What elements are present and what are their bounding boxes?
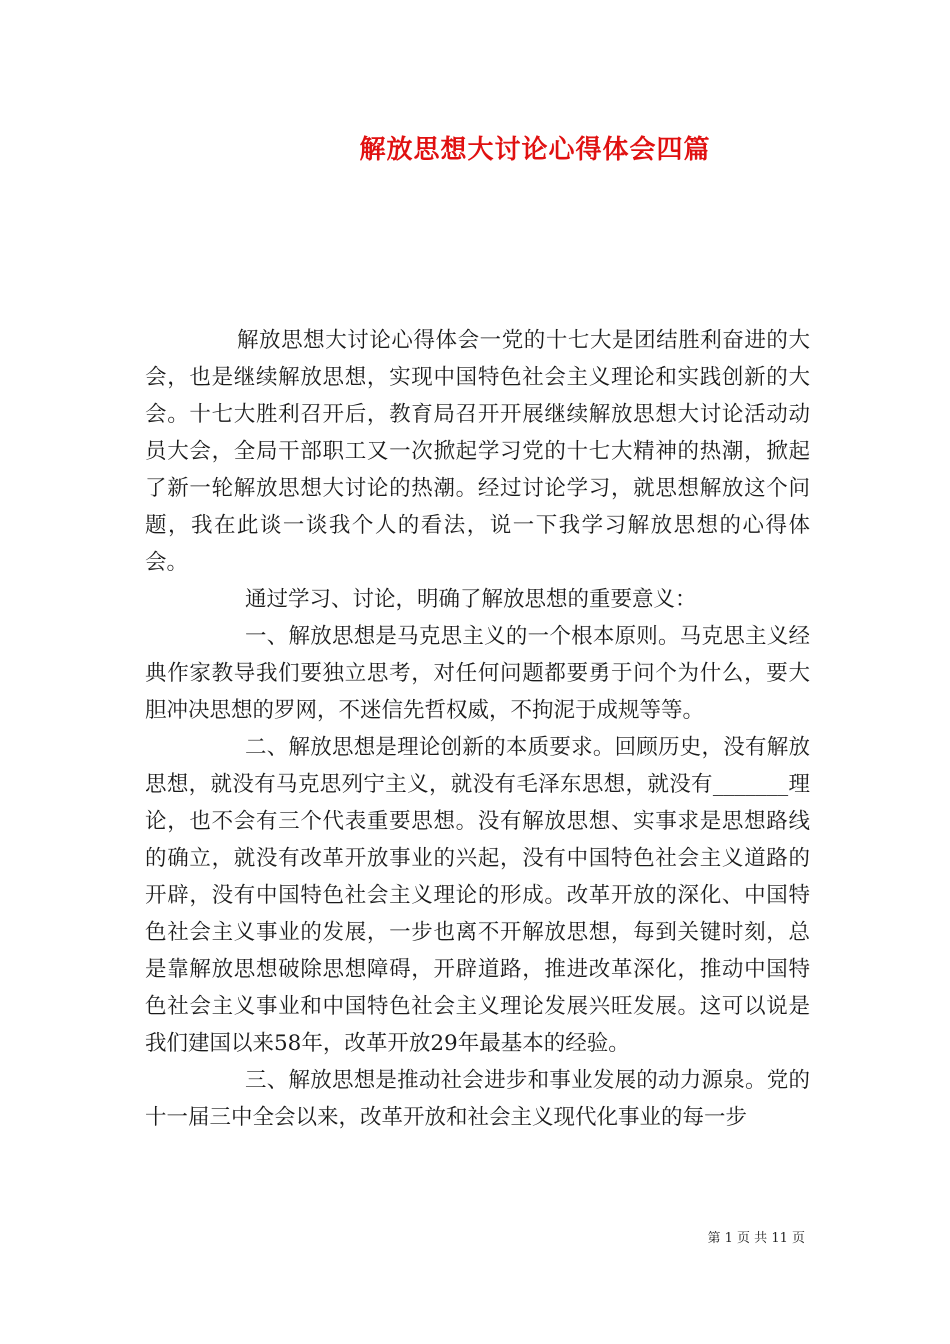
paragraph-point-two: 二、解放思想是理论创新的本质要求。回顾历史，没有解放思想，就没有马克思列宁主义，就没有毛泽东思想，就没有_______理论，也不会有三个代表重要思想。没有解放思想、实事求是思想路线的确立，就没有改革开放事业的兴起，没有中国特色社会主义道路的开辟，没有中国特色社会主义理论的形成。改革开放的深化、中国特色社会主义事业的发展，一步也离不开解放思想，每到关键时刻，总是靠解放思想破除思想障碍，开辟道路，推进改革深化，推动中国特色社会主义事业和中国特色社会主义理论发展兴旺发展。这可以说是我们建国以来58年，改革开放29年最基本的经验。 (145, 735, 810, 1056)
document-title: 解放思想大讨论心得体会四篇 (359, 135, 711, 165)
paragraph-intro: 解放思想大讨论心得体会一党的十七大是团结胜利奋进的大会，也是继续解放思想，实现中国特色社会主义理论和实践创新的大会。十七大胜利召开后，教育局召开开展继续解放思想大讨论活动动员大会，全局干部职工又一次掀起学习党的十七大精神的热潮，掀起了新一轮解放思想大讨论的热潮。经过讨论学习，就思想解放这个问题，我在此谈一谈我个人的看法，说一下我学习解放思想的心得体会。 (145, 328, 810, 575)
paragraph-significance-lead: 通过学习、讨论，明确了解放思想的重要意义： (245, 587, 697, 612)
page-number-footer: 第 1 页 共 11 页 (707, 1231, 805, 1246)
paragraph-point-three: 三、解放思想是推动社会进步和事业发展的动力源泉。党的十一届三中全会以来，改革开放和社会主义现代化事业的每一步 (145, 1068, 810, 1130)
paragraph-point-one: 一、解放思想是马克思主义的一个根本原则。马克思主义经典作家教导我们要独立思考，对任何问题都要勇于问个为什么，要大胆冲决思想的罗网，不迷信先哲权威，不拘泥于成规等等。 (145, 624, 810, 723)
document-body (145, 322, 810, 1136)
